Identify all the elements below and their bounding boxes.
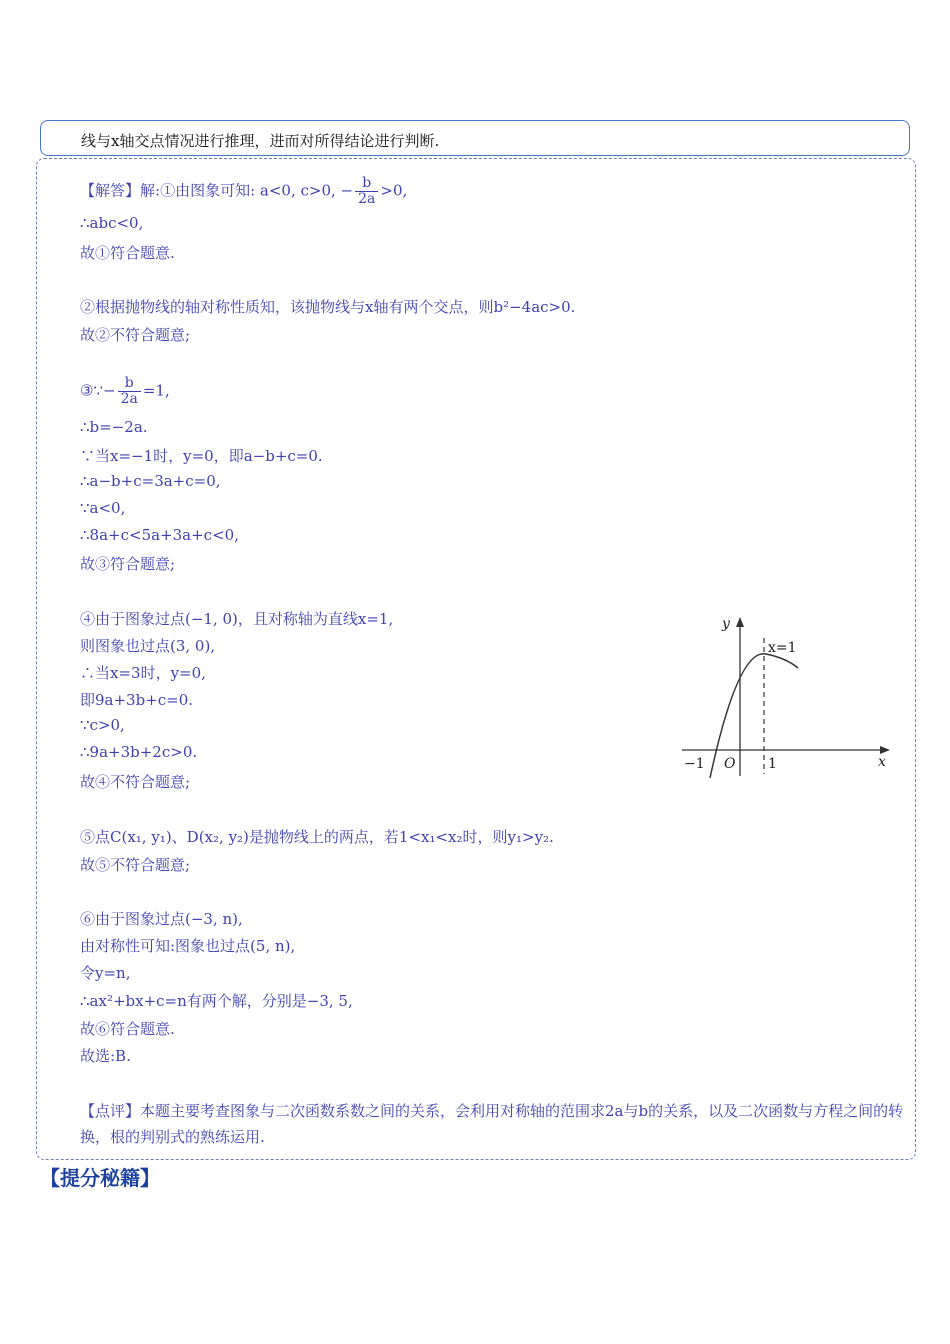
parabola-graph: [676, 608, 896, 788]
solution-line-3: 故①符合题意.: [80, 244, 175, 262]
solution-line-1: [80, 176, 407, 207]
solution-line-7: ∴b=−2a.: [80, 418, 148, 436]
solution-line-10: ∵a<0,: [80, 499, 126, 517]
fraction-denominator: 2a: [120, 391, 138, 407]
x-axis-label: x: [878, 754, 886, 770]
solution-line-23: 由对称性可知:图象也过点(5, n),: [80, 937, 296, 955]
solution-line-4: ②根据抛物线的轴对称性质知，该抛物线与x轴有两个交点，则b²−4ac>0.: [80, 298, 576, 316]
previous-analysis-box: [40, 120, 910, 156]
solution-line-27: 故选:B.: [80, 1047, 131, 1065]
solution-line-26: 故⑥符合题意.: [80, 1020, 175, 1038]
section-heading: 【提分秘籍】: [40, 1166, 160, 1190]
solution-line-19: 故④不符合题意;: [80, 773, 191, 791]
solution-line-18: ∴9a+3b+2c>0.: [80, 743, 198, 761]
solution-line-20: ⑤点C(x₁, y₁)、D(x₂, y₂)是抛物线上的两点，若1<x₁<x₂时，则y₁>y₂.: [80, 828, 554, 846]
solution-line-9: ∴a−b+c=3a+c=0,: [80, 472, 221, 490]
x-axis-arrow: [880, 746, 890, 754]
symmetry-axis-label: x=1: [768, 640, 797, 656]
solution-line-11: ∴8a+c<5a+3a+c<0,: [80, 526, 239, 544]
solution-text: =1,: [142, 381, 170, 400]
origin-label: O: [724, 756, 736, 772]
solution-line-22: ⑥由于图象过点(−3, n),: [80, 910, 243, 928]
solution-line-24: 令y=n,: [80, 964, 131, 982]
comment-paragraph: [80, 1098, 912, 1150]
y-axis-label: y: [722, 616, 730, 632]
solution-line-21: 故⑤不符合题意;: [80, 856, 191, 874]
fraction-numerator: b: [118, 376, 141, 392]
fraction-numerator: b: [355, 176, 378, 192]
solution-line-5: 故②不符合题意;: [80, 326, 191, 344]
comment-text: 本题主要考查图象与二次函数系数之间的关系，会利用对称轴的范围求2a与b的关系，以及二次函数与方程之间的转换，根的判别式的熟练运用.: [80, 1102, 904, 1146]
fraction: [118, 376, 141, 407]
solution-text: 解:①由图象可知: a<0, c>0, −: [140, 181, 354, 200]
answer-tag: 【解答】: [80, 181, 141, 200]
solution-line-8: ∵当x=−1时，y=0，即a−b+c=0.: [80, 447, 323, 465]
solution-line-14: 则图象也过点(3, 0),: [80, 637, 216, 655]
tick-label-neg1: −1: [684, 756, 705, 772]
y-axis-arrow: [736, 617, 744, 627]
solution-line-25: ∴ax²+bx+c=n有两个解，分别是−3, 5,: [80, 992, 353, 1010]
solution-line-12: 故③符合题意;: [80, 555, 176, 573]
tick-label-1: 1: [768, 756, 777, 772]
solution-line-13: ④由于图象过点(−1, 0)，且对称轴为直线x=1,: [80, 610, 394, 628]
top-note: 线与x轴交点情况进行推理，进而对所得结论进行判断.: [81, 132, 440, 150]
solution-line-2: ∴abc<0,: [80, 214, 144, 232]
fraction: [355, 176, 378, 207]
solution-line-16: 即9a+3b+c=0.: [80, 691, 194, 709]
solution-line-15: ∴当x=3时，y=0,: [80, 664, 206, 682]
fraction-denominator: 2a: [358, 191, 376, 207]
solution-text: ③∵−: [80, 381, 116, 400]
comment-tag: 【点评】: [80, 1102, 141, 1120]
solution-line-6: [80, 376, 170, 407]
solution-text: >0,: [380, 181, 408, 200]
solution-line-17: ∵c>0,: [80, 716, 125, 734]
